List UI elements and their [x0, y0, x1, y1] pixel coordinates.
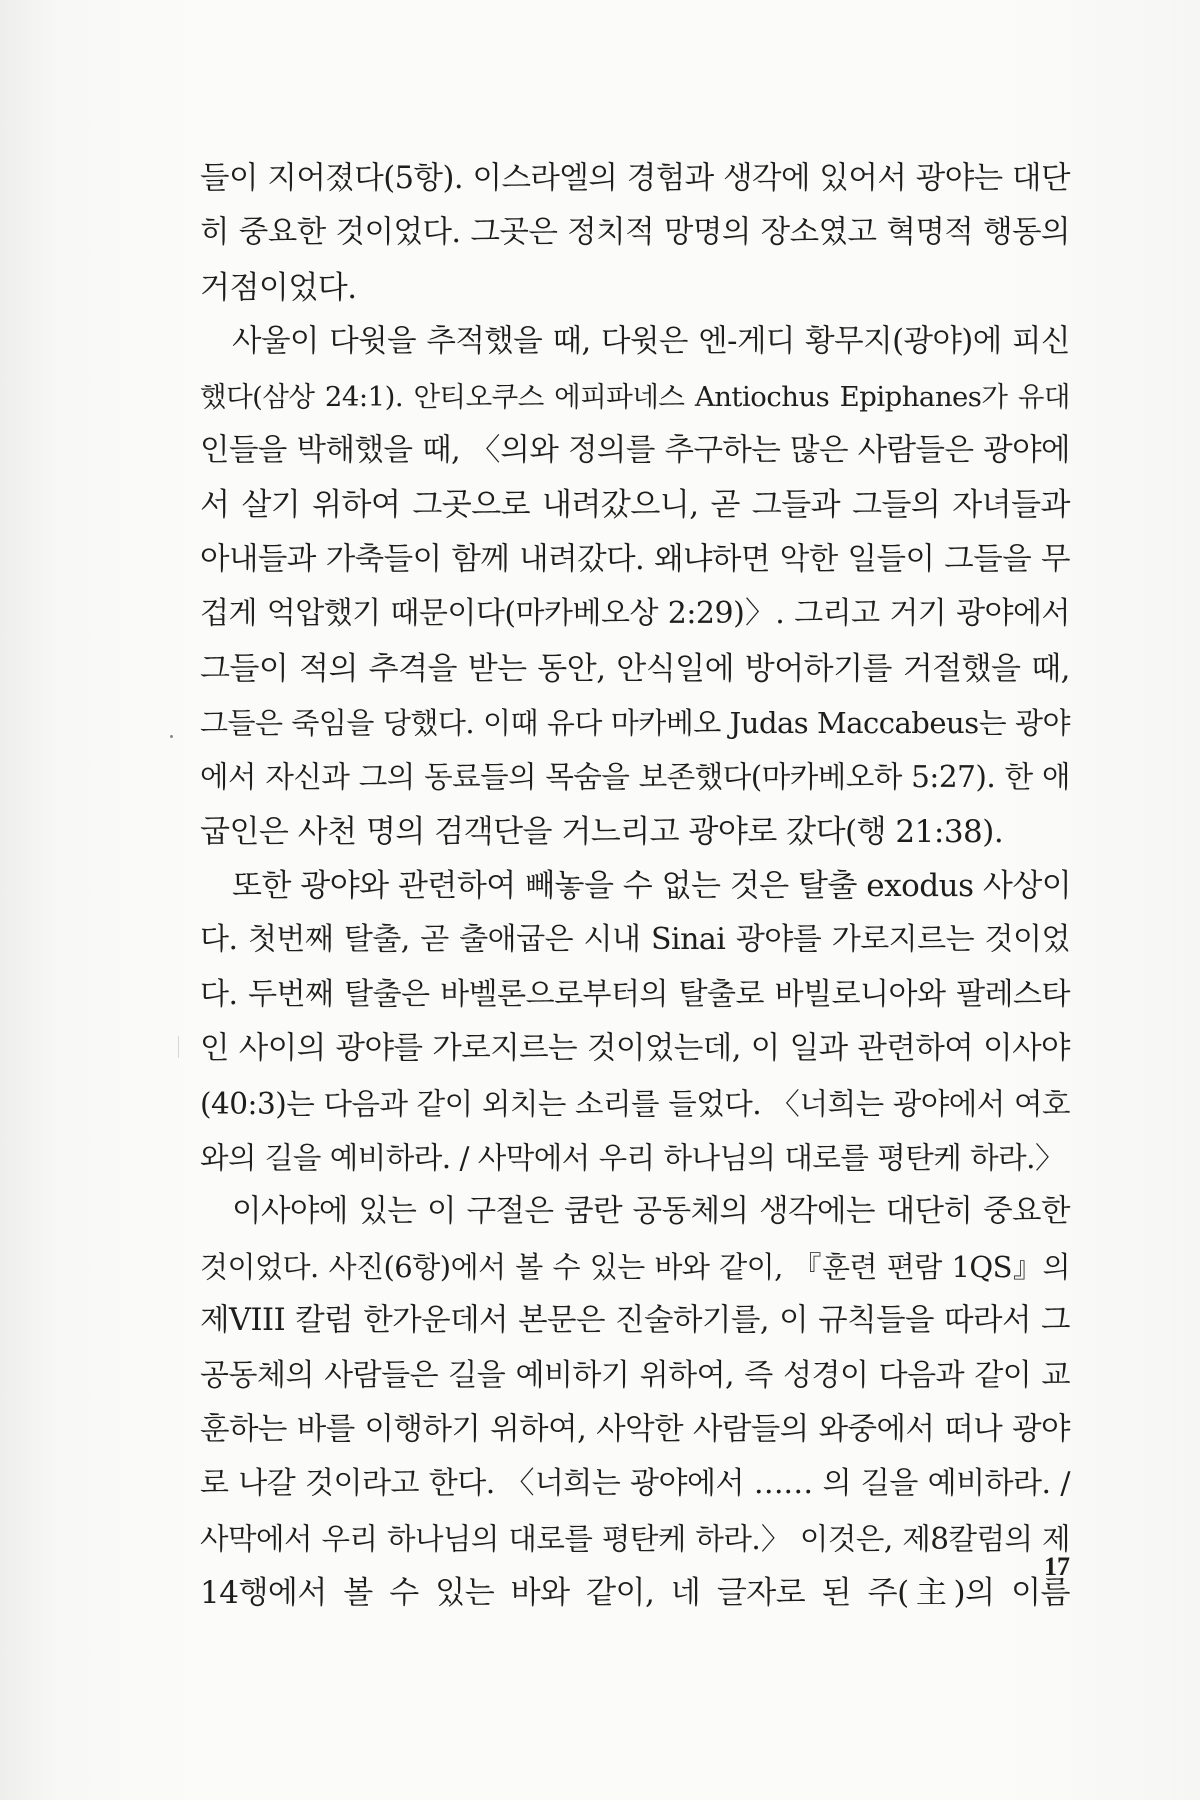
text-line: 로 나갈 것이라고 한다. 〈너희는 광야에서 …… 의 길을 예비하라. /: [200, 1466, 1070, 1502]
text-line: 사울이 다윗을 추적했을 때, 다윗은 엔-게디 황무지(광야)에 피신: [232, 324, 1070, 360]
text-line: 굽인은 사천 명의 검객단을 거느리고 광야로 갔다(행 21:38).: [200, 813, 1004, 850]
text-line: 인들을 박해했을 때, 〈의와 정의를 추구하는 많은 사람들은 광야에: [200, 432, 1070, 468]
body-text: [200, 152, 1070, 1621]
text-line: 히 중요한 것이었다. 그곳은 정치적 망명의 장소였고 혁명적 행동의: [200, 215, 1070, 251]
page-number: 17: [1044, 1552, 1070, 1581]
text-line: 했다(삼상 24:1). 안티오쿠스 에피파네스 Antiochus Epiphanes가 유대: [200, 380, 1070, 413]
text-line: 서 살기 위하여 그곳으로 내려갔으니, 곧 그들과 그들의 자녀들과: [200, 487, 1070, 524]
text-line: 훈하는 바를 이행하기 위하여, 사악한 사람들의 와중에서 떠나 광야: [200, 1411, 1070, 1447]
text-line: 그들은 죽임을 당했다. 이때 유다 마카베오 Judas Maccabeus는 광야: [200, 705, 1070, 740]
text-line: (40:3)는 다음과 같이 외치는 소리를 들었다. 〈너희는 광야에서 여호: [200, 1086, 1070, 1121]
text-line: 이사야에 있는 이 구절은 쿰란 공동체의 생각에는 대단히 중요한: [232, 1194, 1070, 1230]
gutter-line: [178, 1036, 179, 1058]
text-line: 것이었다. 사진(6항)에서 볼 수 있는 바와 같이, 『훈련 편람 1QS』의: [200, 1249, 1070, 1284]
text-line: 와의 길을 예비하라. / 사막에서 우리 하나님의 대로를 평탄케 하라.〉: [200, 1141, 1065, 1176]
text-line: 공동체의 사람들은 길을 예비하기 위하여, 즉 성경이 다음과 같이 교: [200, 1357, 1070, 1393]
text-line: 사막에서 우리 하나님의 대로를 평탄케 하라.〉 이것은, 제8칼럼의 제: [200, 1521, 1070, 1556]
text-line: 인 사이의 광야를 가로지르는 것이었는데, 이 일과 관련하여 이사야: [200, 1031, 1070, 1067]
margin-mark: [170, 735, 173, 738]
text-line: 다. 두번째 탈출은 바벨론으로부터의 탈출로 바빌로니아와 팔레스타: [200, 976, 1070, 1012]
text-line: 그들이 적의 추격을 받는 동안, 안식일에 방어하기를 거절했을 때,: [200, 650, 1070, 687]
text-line: 또한 광야와 관련하여 빼놓을 수 없는 것은 탈출 exodus 사상이: [232, 868, 1072, 905]
text-line: 들이 지어졌다(5항). 이스라엘의 경험과 생각에 있어서 광야는 대단: [200, 161, 1070, 196]
text-line: 제VIII 칼럼 한가운데서 본문은 진술하기를, 이 규칙들을 따라서 그: [200, 1303, 1070, 1339]
text-line: 에서 자신과 그의 동료들의 목숨을 보존했다(마카베오하 5:27). 한 애: [200, 760, 1070, 795]
text-line: 겁게 억압했기 때문이다(마카베오상 2:29)〉. 그리고 거기 광야에서: [200, 596, 1070, 632]
text-line: 14행에서 볼 수 있는 바와 같이, 네 글자로 된 주(主)의 이름: [200, 1575, 1070, 1612]
text-line: 거점이었다.: [200, 269, 357, 306]
text-line: 다. 첫번째 탈출, 곧 출애굽은 시내 Sinai 광야를 가로지르는 것이었: [200, 922, 1070, 958]
text-line: 아내들과 가축들이 함께 내려갔다. 왜냐하면 악한 일들이 그들을 무: [200, 541, 1070, 577]
